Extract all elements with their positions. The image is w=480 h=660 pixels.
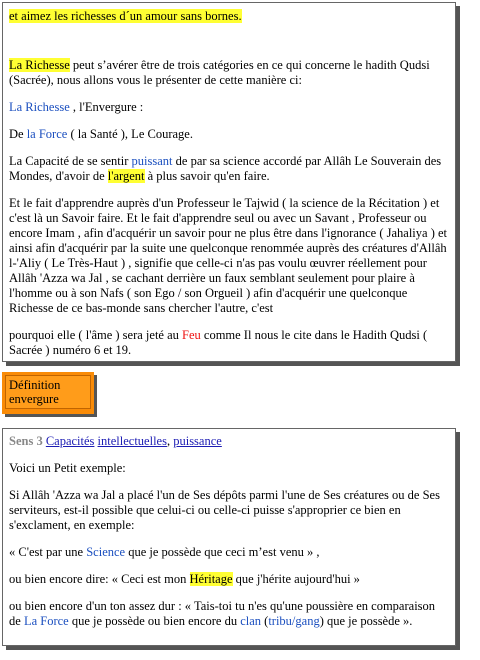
blue-text: la Force [26,127,68,141]
paragraph-tajwid: Et le fait d'apprendre auprès d'un Professeur le Tajwid ( la science de la Récitation ) et c'est là un Savoir faire. Et le fait d'apprendre seul ou avec un Savant , Professeur ou encore Imam , afin d'acquérir un savoir pour ne plus être dans l'ignorance ( Jahaliya ) et ainsi afin d'acquérir par la suite une quelconque renommée auprès des créatures d'Allâh l-'Aliy ( Le Très-Haut ) , signifie que celle-ci n'as pas voulu œuvrer réellement pour Allâh 'Azza wa Jal , se cachant derrière un faux semblant seulement pour plaire à l'homme ou à son Nafs ( son Ego / son Orgueil ) afin d'acquérir une quelconque Richesse de ce bas-monde sans chercher l'autre, c'est [9,196,448,315]
sens-heading: Sens 3 Capacités intellectuelles, puissance [9,434,222,448]
link-intellectuelles[interactable]: intellectuelles [97,434,167,448]
paragraph-text: ou bien encore d'un ton assez dur : « Tais-toi tu n'es qu'une poussière en comparaison de [9,599,436,628]
blue-text: clan [240,614,262,628]
paragraph-text: « C'est par une [9,545,87,559]
paragraph-feu [9,328,449,358]
paragraph-tais-toi [9,599,449,629]
highlighted-text: et aimez les richesses d´un amour sans bornes. [9,9,242,23]
content-panel-top [2,2,456,362]
paragraph-text: que je possède ou bien encore du [68,614,241,628]
paragraph-text: De [9,127,27,141]
definition-label-line1: Définition [9,378,61,392]
paragraph-capacite [9,154,449,184]
paragraph-text: comme Il nous le cite dans le Hadith Qudsi ( Sacrée ) numéro 6 et 19. [9,328,428,357]
definition-envergure-button[interactable] [2,372,94,414]
paragraph-text: de par sa science accordé par Allâh Le Souverain des Mondes, d'avoir de [9,154,442,183]
paragraph-text: pourquoi elle ( l'âme ) sera jeté au [9,328,183,342]
content-panel-bottom [2,428,456,646]
paragraph-force [9,127,449,142]
paragraph-text: que j'hérite aujourd'hui » [232,572,360,586]
link-capacites[interactable]: Capacités [45,434,95,448]
blue-text: tribu/gang [268,614,320,628]
paragraph-heritage [9,572,449,587]
paragraph-text: peut s’avérer être de trois catégories en ce qui concerne le hadith Qudsi (Sacrée), nous allons vous le présenter de cette manière ci: [9,58,430,87]
blue-text: Science [86,545,126,559]
paragraph-depots: Si Allâh 'Azza wa Jal a placé l'un de Ses dépôts parmi l'une de Ses créatures ou de Ses serviteurs, est-il possible que celui-ci ou celle-ci puisse s'approprier ce bien en s'exclament, en exemple: [9,488,440,532]
paragraph-exemple: Voici un Petit exemple: [9,461,126,475]
blue-text: puissant [131,154,173,168]
blue-text: La Force [23,614,69,628]
paragraph-science [9,545,449,560]
paragraph-text: ou bien encore dire: « Ceci est mon [9,572,190,586]
paragraph-text: à plus savoir qu'en faire. [144,169,270,183]
highlighted-text: La Richesse [9,58,70,72]
paragraph-text: ) que je possède ». [319,614,413,628]
highlighted-text: Héritage [189,572,233,586]
sens-label: Sens 3 [9,434,43,448]
link-puissance[interactable]: puissance [173,434,222,448]
paragraph-text: que je possède que ceci m’est venu » , [125,545,320,559]
paragraph-text: La Capacité de se sentir [9,154,132,168]
blue-text: La Richesse [9,100,70,114]
paragraph-text: ( [261,614,269,628]
paragraph-text: , l'Envergure : [69,100,144,114]
definition-label-line2: envergure [9,392,59,406]
paragraph-intro [9,9,449,24]
definition-button-face[interactable] [5,375,91,409]
paragraph-richesse [9,58,449,88]
highlighted-text: l'argent [107,169,145,183]
paragraph-text: ( la Santé ), Le Courage. [67,127,193,141]
red-text: Feu [182,328,201,342]
paragraph-envergure [9,100,449,115]
